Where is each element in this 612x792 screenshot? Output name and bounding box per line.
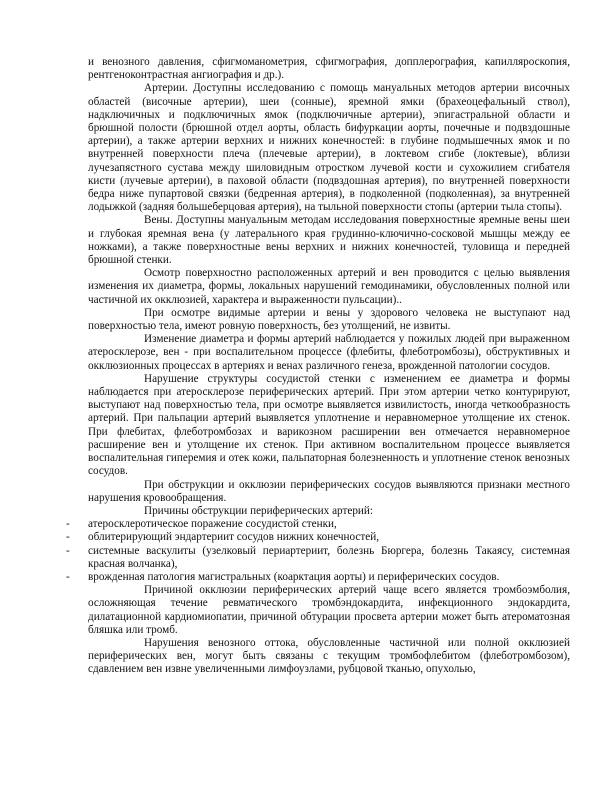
list-dash: - [66,518,70,531]
causes-list [66,518,570,584]
paragraph-wall-structure: Нарушение структуры сосудистой стенки с изменением ее диаметра и формы наблюдается при атеросклерозе периферических артерий. При этом артерии четко контурируют, выступают над поверхностью тела, при осмотре выявляется извилистость, иногда четкообразность артерий. При пальпации артерий выявляется уплотнение и неравномерное утолщение их стенок. При флебитах, флеботромбозах и варикозном расширении вен отмечается неравномерное расширение вен и утолщение их стенок. При активном воспалительном процессе выявляется воспалительная гиперемия и отек кожи, пальпаторная болезненность и уплотнение стенок венозных сосудов. [88,372,570,478]
list-item-text: атеросклеротическое поражение сосудистой стенки, [88,518,337,531]
list-item-text: системные васкулиты (узелковый периартериит, болезнь Бюргера, болезнь Такаясу, системная красная волчанка), [88,544,570,570]
list-item [66,518,570,531]
paragraph-healthy: При осмотре видимые артерии и вены у здорового человека не выступают над поверхностью тела, имеют ровную поверхность, без утолщений, не извиты. [88,306,570,333]
list-item [66,544,570,571]
paragraph-veins: Вены. Доступны мануальным методам исследования поверхностные яремные вены шеи и глубокая яремная вена (у латерального края грудинно-ключично-сосковой мышцы между ее ножками), а также поверхностные вены верхних и нижних конечностей, туловища и передней брюшной стенки. [88,214,570,267]
document-page [66,56,570,677]
list-item [66,570,570,584]
paragraph-occlusion-cause: Причиной окклюзии периферических артерий чаще всего является тромбоэмболия, осложняющая течение ревматического тромбэндокардита, инфекционного эндокардита, дилатационной кардиомиопатии, причиной обтурации просвета артерии может быть атероматозная бляшка или тромб. [88,584,570,636]
paragraph-arteries: Артерии. Доступны исследованию с помощь мануальных методов артерии височных областей (височные артерии), шеи (сонные), яремной ямки (брахеоцефальный ствол), надключичных и подключичных ямок (подключичные артерии), эпигастральной области и брюшной полости (брюшной отдел аорты, область бифуркации аорты, почечные и подвздошные артерии), а также артерии верхних и нижних конечностей: в глубине подмышечных ямок и по внутренней поверхности плеча (плечевые артерии), в локтевом сгибе (локтевые), вблизи лучезапястного сустава между шиловидным отростком лучевой кости и сухожилием сгибателя кисти (лучевые артерии), в паховой области (подвздошная артерия), по внутренней поверхности бедра ниже пупартовой связки (бедренная артерия), в подколенной (подколенная), за внутренней лодыжкой (задняя большеберцовая артерия), на тыльной поверхности стопы (артерии тыла стопы). [88,82,570,214]
paragraph-obstruction: При обструкции и окклюзии периферических сосудов выявляются признаки местного нарушения кровообращения. [88,478,570,504]
list-item [66,531,570,544]
paragraph-venous-outflow: Нарушения венозного оттока, обусловленные частичной или полной окклюзией периферических вен, могут быть связаны с текущим тромбофлебитом (флеботромбозом), сдавлением вен извне увеличенными лимфоузлами, рубцовой тканью, опухолью, [88,636,570,676]
list-dash: - [66,544,70,557]
paragraph-continuation: и венозного давления, сфигмоманометрия, сфигмография, допплерография, капилляроскопия, рентгеноконтрастная ангиография и др.). [88,56,570,82]
paragraph-inspection: Осмотр поверхностно расположенных артерий и вен проводится с целью выявления изменения их диаметра, формы, локальных нарушений гемодинамики, обусловленных полной или частичной их окклюзией, характера и выраженности пульсации).. [88,267,570,306]
list-item-text: врожденная патология магистральных (коарктация аорты) и периферических сосудов. [88,570,500,583]
list-item-text: облитерирующий эндартериит сосудов нижних конечностей, [88,531,379,544]
paragraph-causes-heading: Причины обструкции периферических артерий: [144,504,374,517]
paragraph-diameter-change: Изменение диаметра и формы артерий наблюдается у пожилых людей при выраженном атеросклерозе, вен - при воспалительном процессе (флебиты, флеботромбозы), обструктивных и окклюзионных процессах в артериях и венах различного генеза, врожденной патологии сосудов. [88,333,570,372]
list-dash: - [66,531,70,544]
list-dash: - [66,570,70,583]
